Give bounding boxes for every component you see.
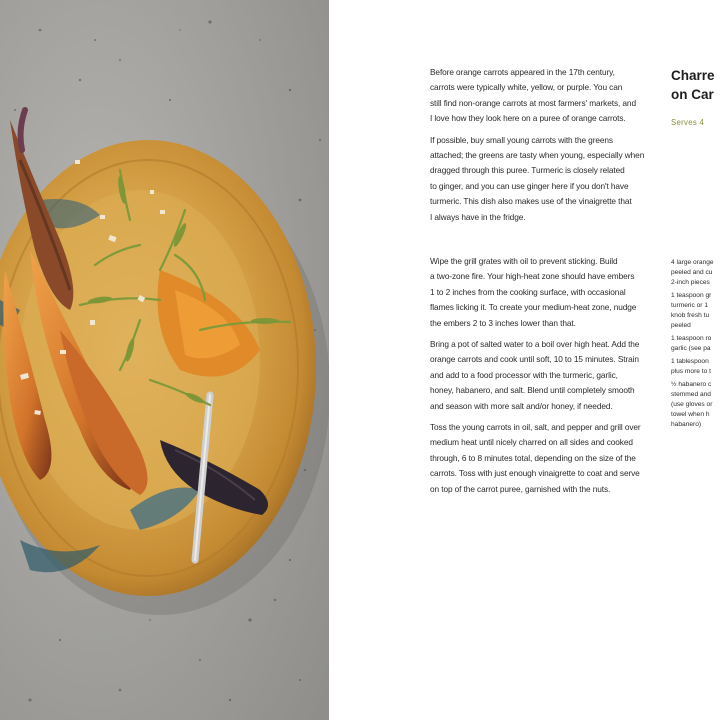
intro-text <box>430 65 656 231</box>
recipe-header <box>671 66 720 127</box>
intro-paragraph: Before orange carrots appeared in the 17th century, carrots were typically white, yellow, or purple. You can still find non-orange carrots at most farmers' markets, and I love how they look here on a puree of orange carrots. <box>430 67 636 124</box>
ingredient-list <box>671 258 720 433</box>
recipe-text-page <box>329 0 720 720</box>
method-step: Toss the young carrots in oil, salt, and pepper and grill over medium heat until nicely charred on all sides and cooked through, 6 to 8 minutes total, depending on the size of the carrots. Toss with just enough vinaigrette to coat and serve on top of the carrot puree, garnished with the nuts. <box>430 422 641 494</box>
ingredient-item: 1 teaspoon ro garlic (see pa <box>671 335 712 352</box>
intro-paragraph: If possible, buy small young carrots with the greens attached; the greens are tasty when young, especially when dragged through this puree. Turmeric is closely related to ginger, and you can use ginger here if you don't have turmeric. This dish also makes use of the vinaigrette that I always have in the fridge. <box>430 134 645 222</box>
recipe-title: Charre on Car <box>671 68 715 102</box>
ingredient-item: ½ habanero c stemmed and (use gloves or towel when h habanero) <box>671 381 713 428</box>
method-text <box>430 254 656 503</box>
plate-of-charred-carrots-image <box>0 0 329 720</box>
method-step: Wipe the grill grates with oil to prevent sticking. Build a two-zone fire. Your high-heat zone should have embers 1 to 2 inches from the cooking surface, with occasional flames licking it. To create your medium-heat zone, nudge the embers 2 to 3 inches lower than that. <box>430 256 637 328</box>
ingredient-item: 1 tablespoon plus more to t <box>671 358 711 375</box>
ingredient-item: 1 teaspoon gr turmeric or 1 knob fresh tu peeled <box>671 292 712 329</box>
method-step: Bring a pot of salted water to a boil over high heat. Add the orange carrots and cook until soft, 10 to 15 minutes. Strain and add to a food processor with the turmeric, garlic, honey, habanero, and salt. Blend until completely smooth and season with more salt and/or honey, if needed. <box>430 339 640 411</box>
ingredient-item: 4 large orange peeled and cu 2-inch pieces <box>671 259 714 286</box>
serves-label: Serves 4 <box>671 118 705 127</box>
recipe-photo <box>0 0 329 720</box>
